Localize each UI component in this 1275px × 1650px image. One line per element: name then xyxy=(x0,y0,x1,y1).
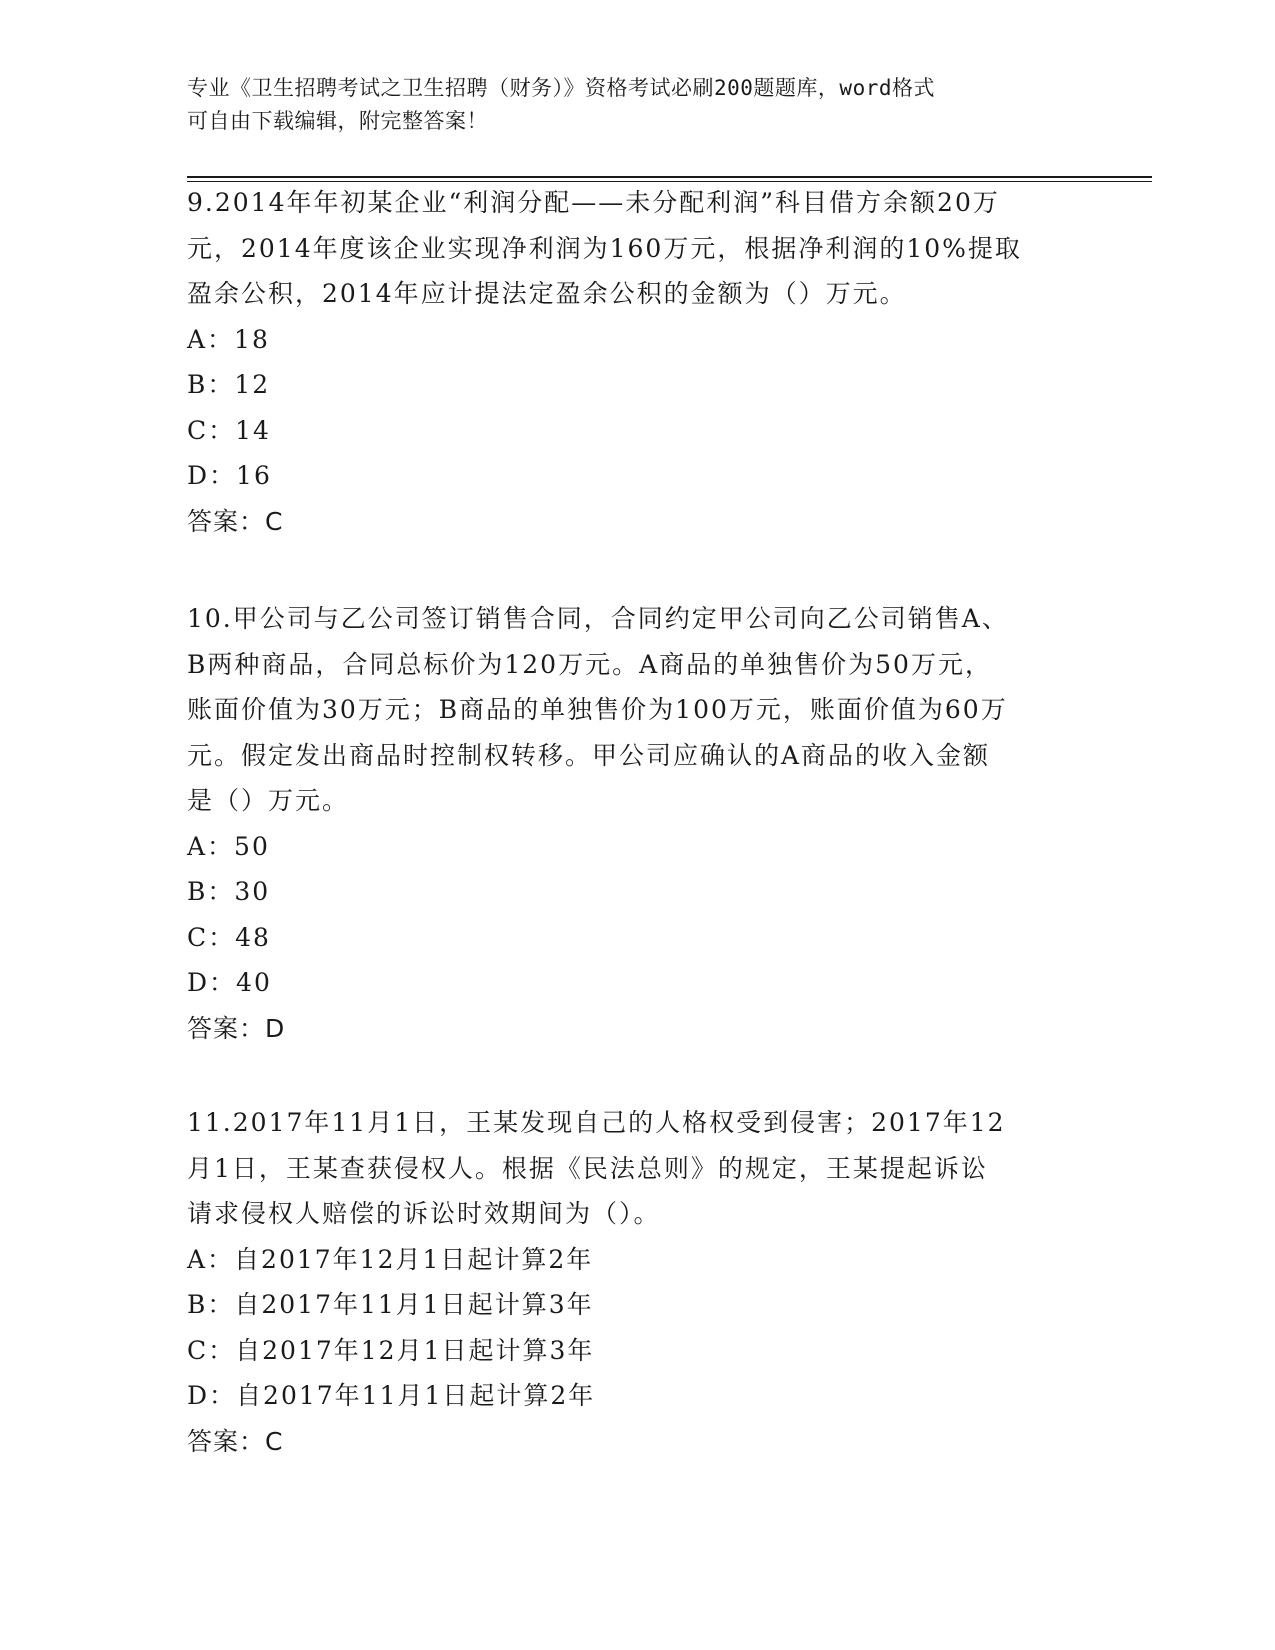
question-text-line: 月1日，王某查获侵权人。根据《民法总则》的规定，王某提起诉讼 xyxy=(187,1153,988,1183)
option-a: A：自2017年12月1日起计算2年 xyxy=(187,1244,594,1274)
question-11 xyxy=(187,1100,1087,1464)
question-text-line: 9.2014年年初某企业“利润分配——未分配利润”科目借方余额20万 xyxy=(187,188,1000,217)
question-text-line: B两种商品，合同总标价为120万元。A商品的单独售价为50万元， xyxy=(187,649,992,679)
question-text-line: 账面价值为30万元；B商品的单独售价为100万元，账面价值为60万 xyxy=(187,695,1008,724)
answer-label: 答案：C xyxy=(187,1426,284,1456)
question-text-line: 请求侵权人赔偿的诉讼时效期间为（）。 xyxy=(187,1199,661,1228)
question-text-line: 10.甲公司与乙公司签订销售合同，合同约定甲公司向乙公司销售A、 xyxy=(187,604,1009,633)
option-c: C：48 xyxy=(187,922,271,952)
header-divider-thick xyxy=(187,176,1152,178)
question-text-line: 是（）万元。 xyxy=(187,786,350,815)
answer-label: 答案：C xyxy=(187,506,284,536)
option-b: B：30 xyxy=(187,877,271,906)
document-header xyxy=(187,72,1087,138)
question-text-line: 11.2017年11月1日，王某发现自己的人格权受到侵害；2017年12 xyxy=(187,1108,1006,1137)
option-b: B：12 xyxy=(187,370,271,399)
option-c: C：14 xyxy=(187,415,271,445)
option-d: D：40 xyxy=(187,968,272,997)
question-text-line: 元。假定发出商品时控制权转移。甲公司应确认的A商品的收入金额 xyxy=(187,740,991,770)
question-10 xyxy=(187,596,1087,1051)
question-text-line: 盈余公积，2014年应计提法定盈余公积的金额为（）万元。 xyxy=(187,279,907,308)
question-9 xyxy=(187,180,1087,544)
answer-label: 答案：D xyxy=(187,1013,286,1043)
option-d: D：自2017年11月1日起计算2年 xyxy=(187,1381,596,1410)
header-line-2: 可自由下载编辑，附完整答案！ xyxy=(187,109,488,133)
option-a: A：18 xyxy=(187,324,270,354)
option-b: B：自2017年11月1日起计算3年 xyxy=(187,1290,594,1319)
option-a: A：50 xyxy=(187,831,270,861)
option-d: D：16 xyxy=(187,461,272,490)
header-line-1: 专业《卫生招聘考试之卫生招聘（财务）》资格考试必刷200题题库，word格式 xyxy=(187,76,935,100)
question-text-line: 元，2014年度该企业实现净利润为160万元，根据净利润的10%提取 xyxy=(187,233,1022,263)
option-c: C：自2017年12月1日起计算3年 xyxy=(187,1335,595,1365)
